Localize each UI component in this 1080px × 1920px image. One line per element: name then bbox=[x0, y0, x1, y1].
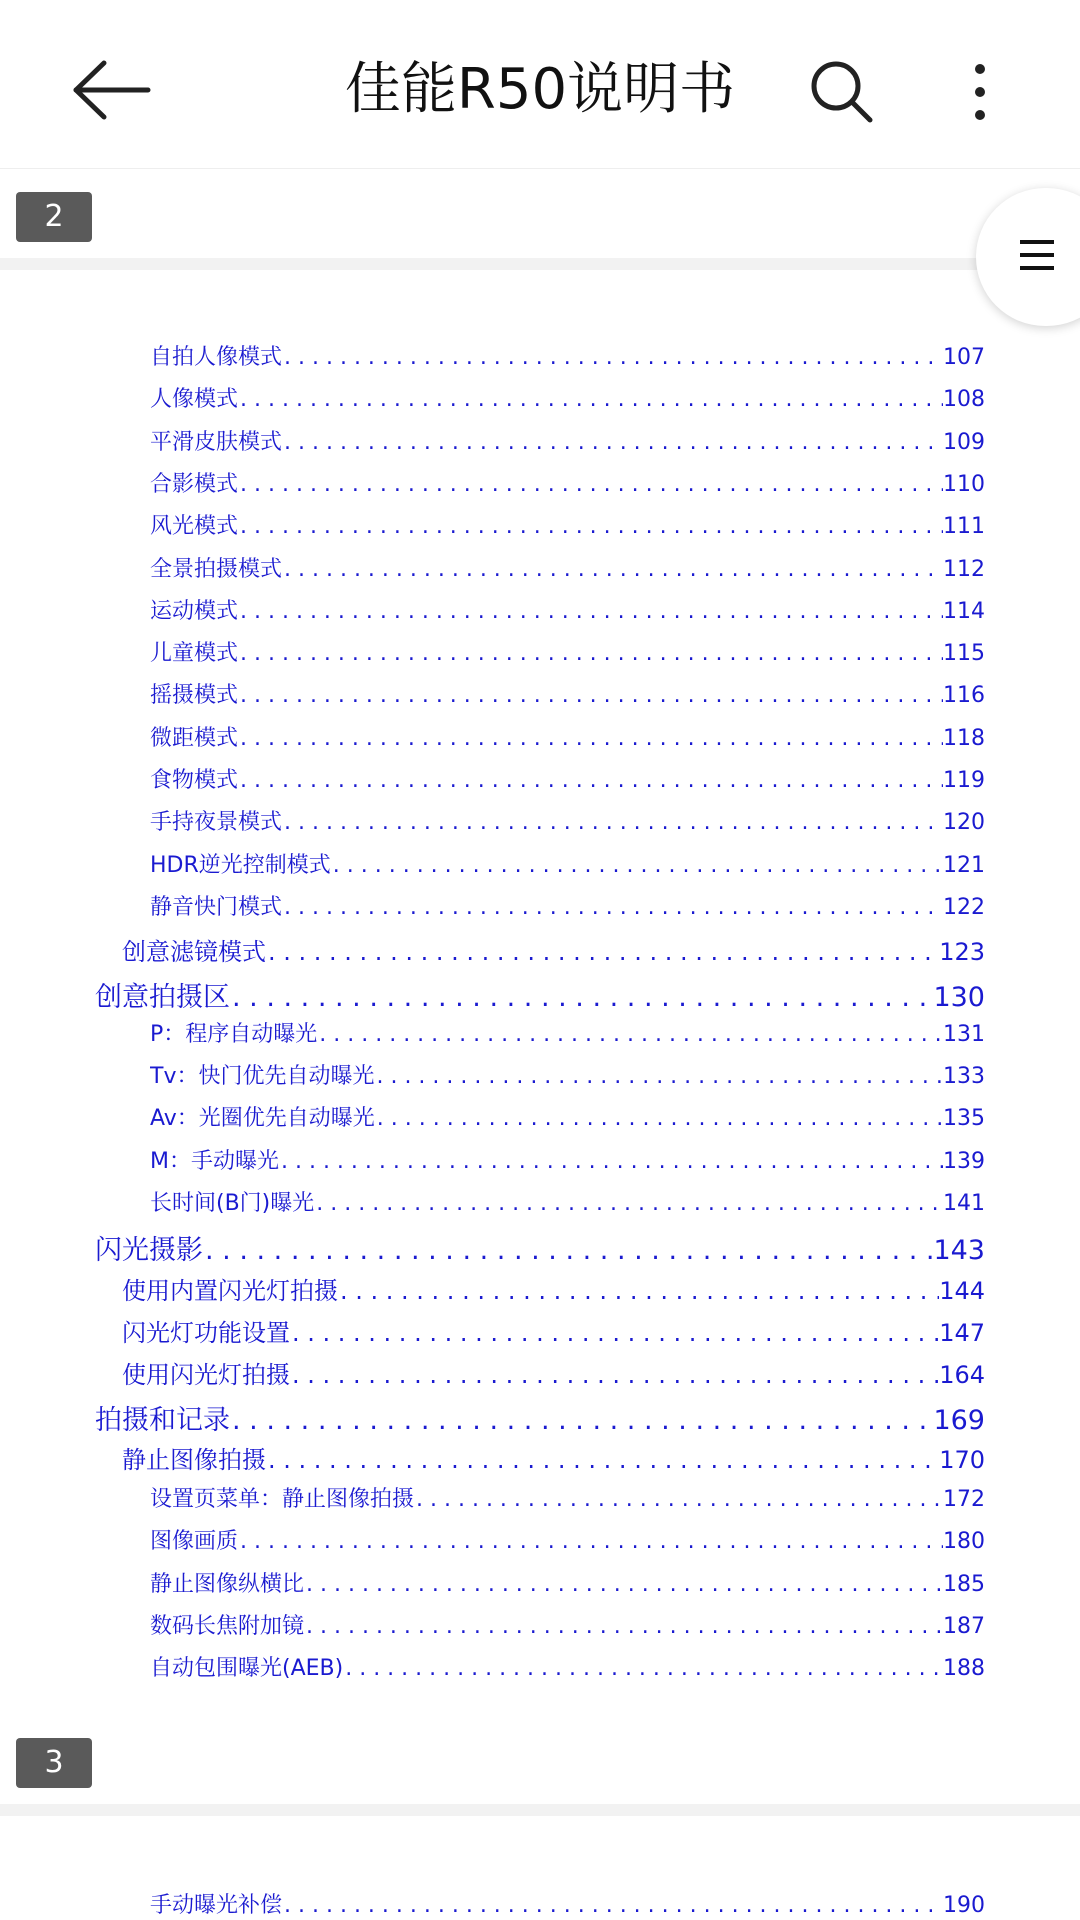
toc-entry-page-number: 122 bbox=[943, 894, 985, 920]
toc-entry[interactable] bbox=[150, 1101, 985, 1132]
toc-entry-label: 合影模式 bbox=[150, 471, 239, 497]
toc-entry[interactable] bbox=[150, 594, 985, 625]
toc-entry-label: 使用内置闪光灯拍摄 bbox=[122, 1276, 338, 1305]
toc-entry[interactable] bbox=[95, 1228, 985, 1267]
toc-entry-label: 使用闪光灯拍摄 bbox=[122, 1361, 290, 1390]
toc-entry-label: P：程序自动曝光 bbox=[150, 1021, 318, 1047]
toc-leader-dots bbox=[238, 599, 943, 624]
toc-leader-dots bbox=[238, 726, 943, 751]
toc-leader-dots bbox=[314, 1191, 943, 1216]
toc-entry-label: 全景拍摄模式 bbox=[150, 556, 283, 582]
toc-entry-page-number: 131 bbox=[943, 1021, 985, 1047]
toc-leader-dots bbox=[343, 1656, 943, 1681]
toc-entry-page-number: 121 bbox=[943, 852, 985, 878]
toc-entry-page-number: 112 bbox=[943, 556, 985, 582]
toc-entry[interactable] bbox=[150, 805, 985, 836]
toc-entry-page-number: 108 bbox=[943, 387, 985, 413]
toc-entry-page-number: 118 bbox=[943, 725, 985, 751]
toc-entry-label: 微距模式 bbox=[150, 725, 239, 751]
toc-entry-label: 摇摄模式 bbox=[150, 683, 239, 709]
toc-entry-page-number: 185 bbox=[943, 1571, 985, 1597]
toc-entry-page-number: 116 bbox=[943, 683, 985, 709]
toc-entry-label: 闪光摄影 bbox=[95, 1235, 203, 1267]
toc-entry-label: 儿童模式 bbox=[150, 641, 239, 667]
toc-entry[interactable] bbox=[150, 382, 985, 413]
toc-entry-label: 人像模式 bbox=[150, 387, 239, 413]
toc-leader-dots bbox=[290, 1319, 939, 1347]
toc-leader-dots bbox=[282, 557, 943, 582]
toc-entry-page-number: 135 bbox=[943, 1106, 985, 1132]
toc-leader-dots bbox=[282, 895, 943, 920]
toc-entry[interactable] bbox=[150, 1651, 985, 1682]
page-separator bbox=[0, 258, 1080, 270]
toc-entry-page-number: 144 bbox=[939, 1276, 985, 1305]
toc-entry[interactable] bbox=[150, 425, 985, 456]
top-app-bar bbox=[0, 0, 1080, 169]
toc-entry-label: 自动包围曝光(AEB) bbox=[150, 1656, 344, 1682]
toc-entry-label: 静止图像拍摄 bbox=[122, 1445, 266, 1474]
toc-entry[interactable] bbox=[150, 763, 985, 794]
search-button[interactable] bbox=[808, 58, 874, 124]
toc-leader-dots bbox=[282, 810, 943, 835]
toc-entry-label: 创意拍摄区 bbox=[95, 981, 230, 1013]
toc-entry-page-number: 130 bbox=[933, 981, 985, 1013]
back-button[interactable] bbox=[70, 55, 154, 125]
toc-entry-page-number: 111 bbox=[943, 514, 985, 540]
toc-entry-label: M：手动曝光 bbox=[150, 1148, 279, 1174]
toc-leader-dots bbox=[279, 1149, 943, 1174]
toc-entry[interactable] bbox=[150, 721, 985, 752]
toc-entry[interactable] bbox=[150, 509, 985, 540]
toc-leader-dots bbox=[304, 1614, 943, 1639]
toc-leader-dots bbox=[238, 641, 943, 666]
toc-entry[interactable] bbox=[95, 975, 985, 1014]
toc-entry-label: Tv：快门优先自动曝光 bbox=[150, 1064, 375, 1090]
toc-leader-dots bbox=[238, 768, 943, 793]
toc-entry-page-number: 107 bbox=[943, 345, 985, 370]
toc-entry[interactable] bbox=[150, 1017, 985, 1048]
toc-leader-dots bbox=[266, 938, 939, 966]
toc-leader-dots bbox=[317, 1022, 943, 1047]
toc-entry-page-number: 120 bbox=[943, 810, 985, 836]
toc-entry[interactable] bbox=[150, 1144, 985, 1175]
toc-leader-dots bbox=[266, 1446, 939, 1474]
toc-entry[interactable] bbox=[150, 1567, 985, 1598]
toc-menu-button[interactable] bbox=[976, 188, 1080, 326]
toc-entry-page-number: 169 bbox=[933, 1404, 985, 1436]
toc-leader-dots bbox=[304, 1572, 943, 1597]
toc-entry[interactable] bbox=[150, 1524, 985, 1555]
toc-entry-label: 创意滤镜模式 bbox=[122, 938, 266, 967]
toc-entry[interactable] bbox=[122, 1355, 985, 1390]
page-number-badge: 2 bbox=[16, 192, 92, 242]
more-options-button[interactable] bbox=[960, 62, 1000, 122]
toc-entry-label: 手持夜景模式 bbox=[150, 810, 283, 836]
page-title: 佳能R50说明书 bbox=[344, 57, 736, 122]
toc-entry-label: 运动模式 bbox=[150, 598, 239, 624]
toc-entry-page-number: 187 bbox=[943, 1614, 985, 1639]
toc-entry-page-number: 147 bbox=[939, 1318, 985, 1347]
toc-leader-dots bbox=[203, 1235, 933, 1266]
toc-entry[interactable] bbox=[150, 1482, 985, 1513]
page-number-badge: 3 bbox=[16, 1738, 92, 1788]
toc-entry[interactable] bbox=[150, 636, 985, 667]
toc-entry-page-number: 123 bbox=[939, 938, 985, 967]
toc-leader-dots bbox=[374, 1064, 943, 1089]
arrow-left-icon bbox=[70, 55, 154, 125]
toc-leader-dots bbox=[230, 1405, 933, 1436]
page-separator bbox=[0, 1804, 1080, 1816]
toc-entry-page-number: 164 bbox=[939, 1361, 985, 1390]
toc-entry-label: 手动曝光补偿 bbox=[150, 1893, 283, 1918]
toc-entry[interactable] bbox=[122, 1271, 985, 1306]
toc-entry[interactable] bbox=[122, 932, 985, 967]
toc-entry-label: 长时间(B门)曝光 bbox=[150, 1191, 315, 1216]
toc-entry-label: 风光模式 bbox=[150, 514, 239, 540]
toc-entry-label: 图像画质 bbox=[150, 1529, 239, 1555]
toc-entry-label: 数码长焦附加镜 bbox=[150, 1614, 305, 1639]
toc-entry[interactable] bbox=[150, 1609, 985, 1640]
toc-leader-dots bbox=[282, 1893, 943, 1918]
toc-entry[interactable] bbox=[122, 1440, 985, 1475]
toc-leader-dots bbox=[290, 1361, 939, 1389]
toc-leader-dots bbox=[238, 387, 943, 412]
toc-entry-label: 食物模式 bbox=[150, 768, 239, 793]
toc-entry-page-number: 119 bbox=[943, 768, 985, 793]
toc-entry-page-number: 180 bbox=[943, 1529, 985, 1555]
toc-entry-label: HDR逆光控制模式 bbox=[150, 852, 331, 878]
toc-leader-dots bbox=[331, 853, 943, 878]
toc-entry-page-number: 141 bbox=[943, 1191, 985, 1216]
more-vertical-icon bbox=[960, 62, 1000, 122]
toc-entry-page-number: 188 bbox=[943, 1656, 985, 1682]
toc-entry-page-number: 170 bbox=[939, 1445, 985, 1474]
toc-entry-page-number: 172 bbox=[943, 1487, 985, 1513]
toc-entry[interactable] bbox=[150, 1059, 985, 1090]
toc-entry-page-number: 110 bbox=[943, 471, 985, 497]
menu-icon bbox=[1020, 238, 1054, 272]
toc-entry[interactable] bbox=[150, 1888, 985, 1919]
toc-entry-label: Av：光圈优先自动曝光 bbox=[150, 1106, 375, 1132]
toc-entry-page-number: 190 bbox=[943, 1893, 985, 1918]
toc-leader-dots bbox=[238, 1529, 943, 1554]
toc-entry[interactable] bbox=[150, 340, 985, 371]
toc-entry[interactable] bbox=[122, 1313, 985, 1348]
toc-leader-dots bbox=[414, 1487, 943, 1512]
toc-entry[interactable] bbox=[95, 1398, 985, 1437]
toc-entry[interactable] bbox=[150, 1186, 985, 1217]
toc-entry-page-number: 139 bbox=[943, 1148, 985, 1174]
toc-leader-dots bbox=[230, 982, 933, 1013]
toc-entry-label: 拍摄和记录 bbox=[95, 1404, 230, 1436]
toc-entry-page-number: 115 bbox=[943, 641, 985, 667]
toc-leader-dots bbox=[238, 514, 943, 539]
toc-leader-dots bbox=[338, 1277, 939, 1305]
toc-entry-page-number: 114 bbox=[943, 598, 985, 624]
toc-entry-page-number: 109 bbox=[943, 429, 985, 455]
toc-leader-dots bbox=[282, 345, 943, 370]
toc-leader-dots bbox=[238, 472, 943, 497]
toc-entry-label: 平滑皮肤模式 bbox=[150, 429, 283, 455]
toc-entry[interactable] bbox=[150, 467, 985, 498]
toc-entry[interactable] bbox=[150, 848, 985, 879]
toc-entry-label: 设置页菜单：静止图像拍摄 bbox=[150, 1487, 415, 1513]
toc-entry-label: 静音快门模式 bbox=[150, 894, 283, 920]
toc-entry-page-number: 133 bbox=[943, 1064, 985, 1090]
toc-leader-dots bbox=[282, 430, 943, 455]
toc-leader-dots bbox=[375, 1106, 943, 1131]
toc-entry[interactable] bbox=[150, 552, 985, 583]
toc-entry[interactable] bbox=[150, 890, 985, 921]
toc-entry-label: 静止图像纵横比 bbox=[150, 1571, 305, 1597]
toc-entry-label: 闪光灯功能设置 bbox=[122, 1318, 290, 1347]
search-icon bbox=[808, 58, 874, 124]
toc-entry-label: 自拍人像模式 bbox=[150, 345, 283, 370]
toc-leader-dots bbox=[238, 683, 943, 708]
toc-entry[interactable] bbox=[150, 678, 985, 709]
toc-entry-page-number: 143 bbox=[933, 1235, 985, 1267]
